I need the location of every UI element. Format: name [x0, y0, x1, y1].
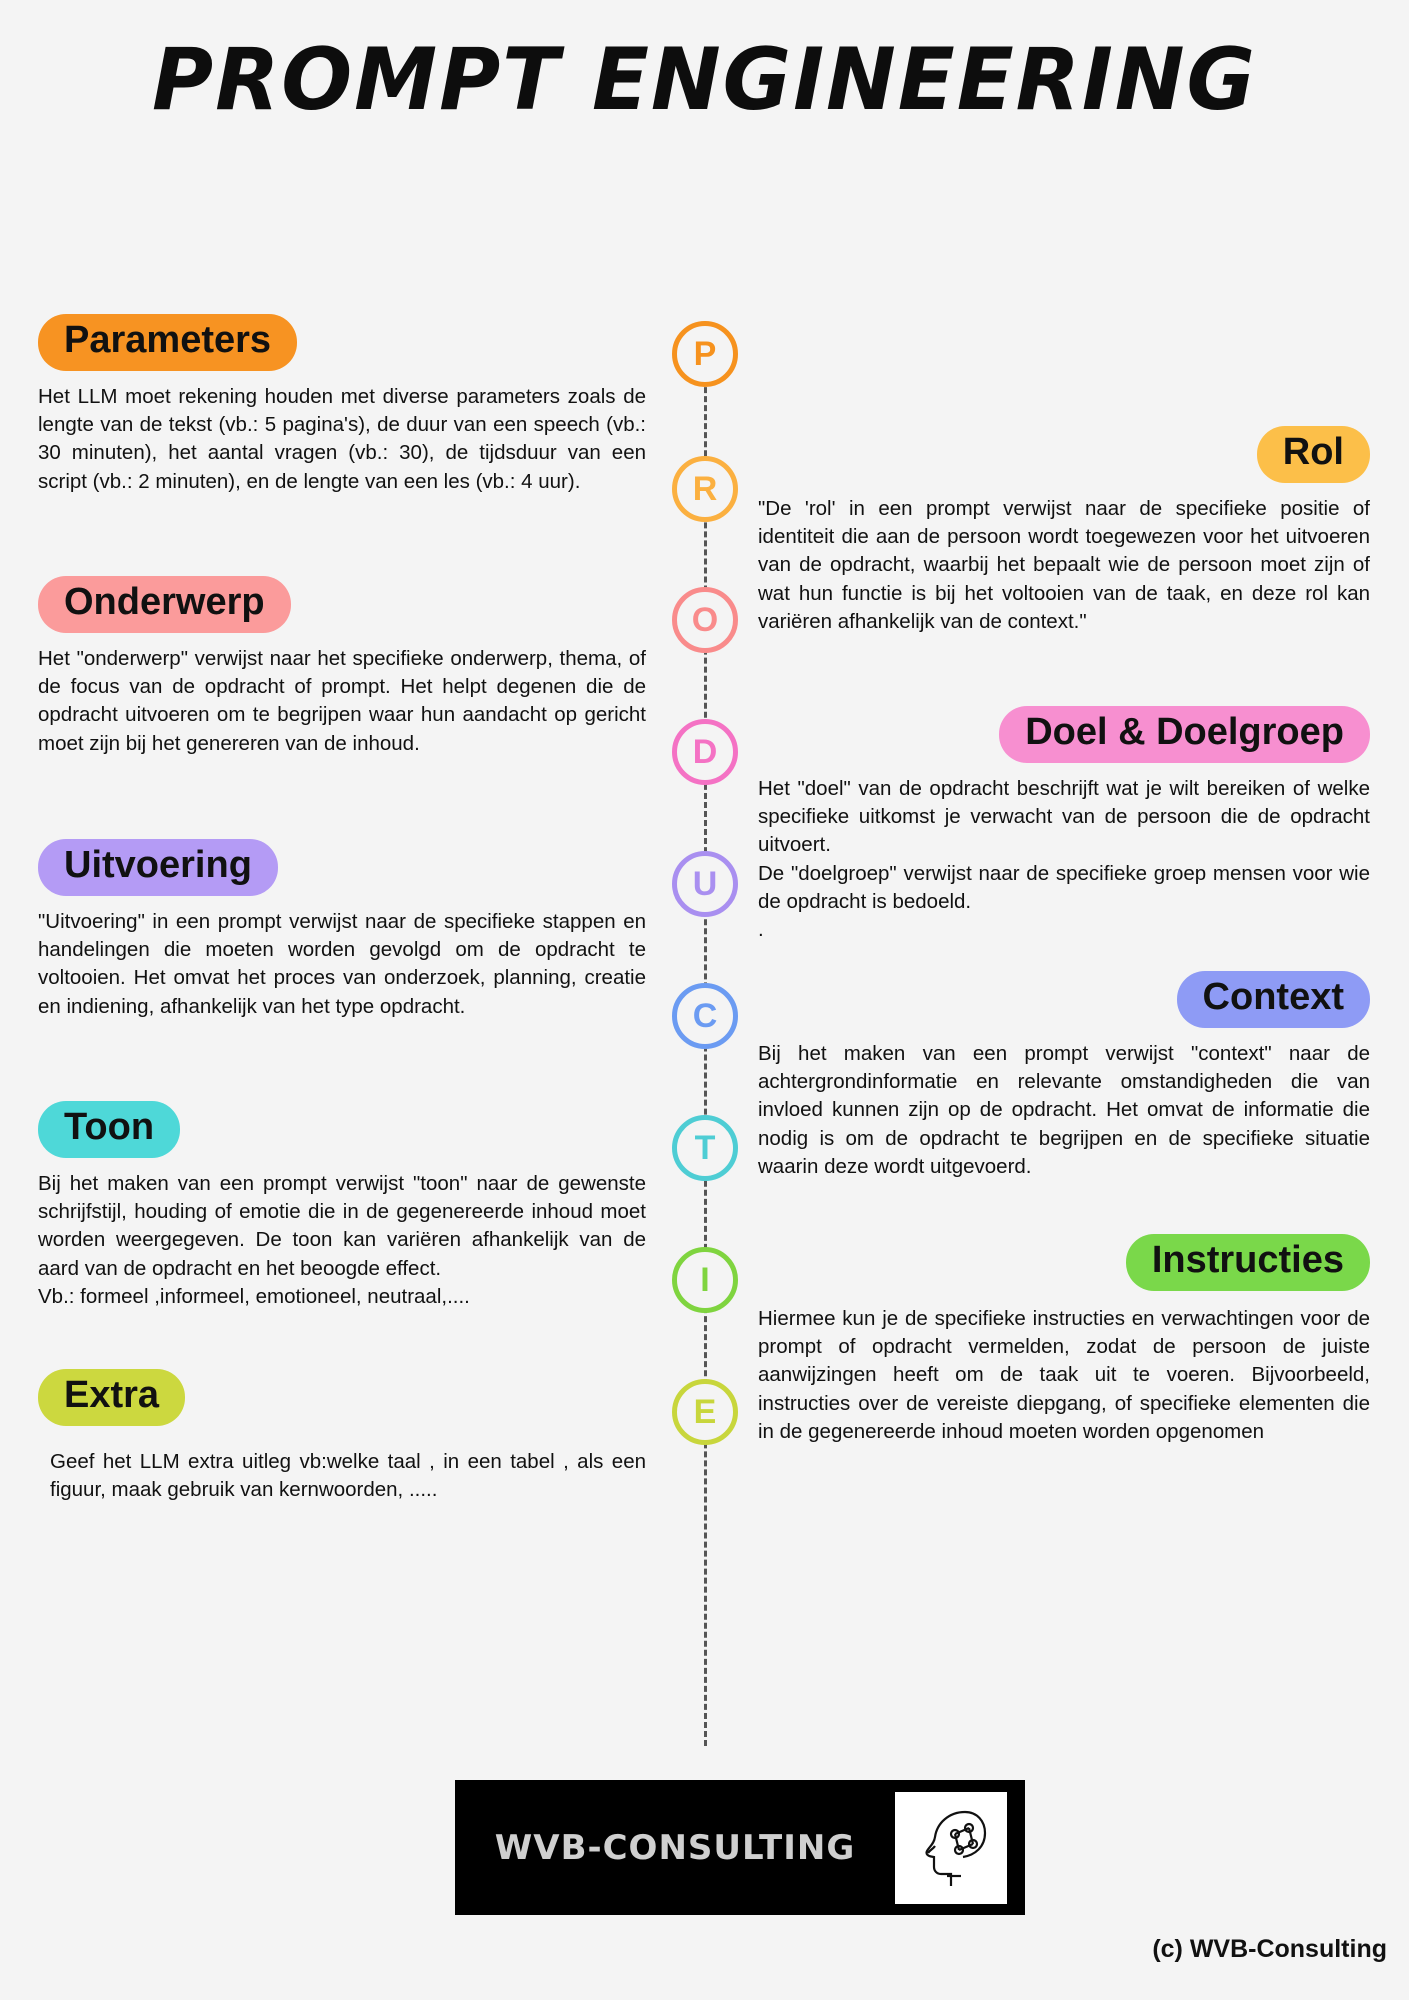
- spine-badge-p: [672, 321, 738, 387]
- instructies-text: Hiermee kun je de specifieke instructies en verwachtingen voor de prompt of opdracht vermelden, zodat de persoon de juiste aanwijzingen heeft om de taak uit te voeren. Bijvoorbeeld, instructies over de vereiste diepgang, of specifieke elementen die in de gegenereerde inhoud moeten worden opgenomen: [758, 1306, 1370, 1443]
- rol-text: "De 'rol' in een prompt verwijst naar de specifieke positie of identiteit die aan de persoon wordt toegewezen voor het uitvoeren van de opdracht, waarbij het bepaalt wie de persoon moet zijn of wat hun functie is bij het voltooien van de taak, en deze rol kan variëren afhankelijk van de context.": [758, 496, 1370, 633]
- section-extra: [38, 1369, 646, 1504]
- section-rol: [758, 426, 1370, 636]
- infographic-board: [0, 136, 1409, 1726]
- spine-badge-e: [672, 1379, 738, 1445]
- section-onderwerp: [38, 576, 646, 758]
- spine-badge-t: [672, 1115, 738, 1181]
- logo-banner: [455, 1780, 1025, 1915]
- onderwerp-heading-wrap: [38, 576, 646, 633]
- section-parameters: [38, 314, 646, 496]
- toon-heading-wrap: [38, 1101, 646, 1158]
- uitvoering-text: "Uitvoering" in een prompt verwijst naar de specifieke stappen en handelingen die moeten worden gevolgd om de opdracht te voltooien. Het omvat het proces van onderzoek, planning, creatie en indiening, afhankelijk van het type opdracht.: [38, 909, 646, 1018]
- section-instructies: [758, 1234, 1370, 1446]
- spine-badge-o: [672, 587, 738, 653]
- doel-text-dot: .: [758, 918, 764, 942]
- spine-badge-letter: C: [692, 996, 718, 1035]
- spine-badge-letter: D: [692, 732, 718, 771]
- uitvoering-heading: Uitvoering: [38, 839, 278, 896]
- onderwerp-text: Het "onderwerp" verwijst naar het specifieke onderwerp, thema, of de focus van de opdracht of prompt. Het helpt degenen die de opdracht uitvoeren om te begrijpen waar hun aandacht op gericht moet zijn bij het genereren van de inhoud.: [38, 646, 646, 755]
- extra-text: Geef het LLM extra uitleg vb:welke taal , in een tabel , als een figuur, maak gebruik van kernwoorden, .....: [50, 1449, 646, 1502]
- doel-text: Het "doel" van de opdracht beschrijft wat je wilt bereiken of welke specifieke uitkomst je verwacht van de persoon die de opdracht uitvoert.: [758, 776, 1370, 857]
- spine-badge-letter: T: [694, 1128, 716, 1167]
- doel-heading-wrap: [758, 706, 1370, 763]
- spine-badge-letter: R: [692, 469, 718, 508]
- spine-badge-letter: U: [692, 864, 718, 903]
- rol-heading: Rol: [1257, 426, 1370, 483]
- parameters-heading: Parameters: [38, 314, 297, 371]
- page-title: PROMPT ENGINEERING: [152, 30, 1257, 130]
- rol-heading-wrap: [758, 426, 1370, 483]
- spine-badge-letter: I: [700, 1260, 710, 1299]
- spine-badge-letter: E: [693, 1392, 717, 1431]
- spine-badge-r: [672, 456, 738, 522]
- section-toon: [38, 1101, 646, 1311]
- copyright-text: (c) WVB-Consulting: [1152, 1935, 1387, 1963]
- instructies-heading: Instructies: [1126, 1234, 1370, 1291]
- instructies-heading-wrap: [758, 1234, 1370, 1291]
- spine-badge-d: [672, 719, 738, 785]
- extra-heading: Extra: [38, 1369, 185, 1426]
- parameters-text: Het LLM moet rekening houden met diverse parameters zoals de lengte van de tekst (vb.: 5 pagina's), de duur van een speech (vb.: 30 minuten), het aantal vragen (vb.: 30), de tijdsduur van een script (vb.: 2 minuten), en de lengte van een les (vb.: 4 uur).: [38, 384, 646, 493]
- spine-badge-u: [672, 851, 738, 917]
- doel-doelgroep-heading: Doel & Doelgroep: [999, 706, 1370, 763]
- toon-heading: Toon: [38, 1101, 180, 1158]
- section-doel-doelgroep: [758, 706, 1370, 944]
- spine-badge-letter: O: [691, 600, 719, 639]
- onderwerp-heading: Onderwerp: [38, 576, 291, 633]
- spine-badge-letter: P: [693, 334, 717, 373]
- logo-text: WVB-CONSULTING: [494, 1827, 856, 1868]
- extra-heading-wrap: [38, 1369, 646, 1426]
- spine-badge-c: [672, 983, 738, 1049]
- context-text: Bij het maken van een prompt verwijst "context" naar de achtergrondinformatie en relevante omstandigheden die van invloed kunnen zijn op de opdracht. Het omvat de informatie die nodig is om de opdracht te begrijpen en de specifieke situatie waarin deze wordt uitgevoerd.: [758, 1041, 1370, 1178]
- section-uitvoering: [38, 839, 646, 1021]
- footer: [0, 1780, 1409, 2000]
- context-heading-wrap: [758, 971, 1370, 1028]
- context-heading: Context: [1177, 971, 1370, 1028]
- doelgroep-text: De "doelgroep" verwijst naar de specifieke groep mensen voor wie de opdracht is bedoeld.: [758, 861, 1370, 913]
- section-context: [758, 971, 1370, 1181]
- uitvoering-heading-wrap: [38, 839, 646, 896]
- head-brain-icon: [895, 1792, 1007, 1904]
- toon-text-examples: Vb.: formeel ,informeel, emotioneel, neutraal,....: [38, 1284, 470, 1308]
- parameters-heading-wrap: [38, 314, 646, 371]
- toon-text-main: Bij het maken van een prompt verwijst "toon" naar de gewenste schrijfstijl, houding of emotie die in de gegenereerde inhoud moet worden weergegeven. De toon kan variëren afhankelijk van de aard van de opdracht en het beoogde effect.: [38, 1171, 646, 1280]
- spine-badge-i: [672, 1247, 738, 1313]
